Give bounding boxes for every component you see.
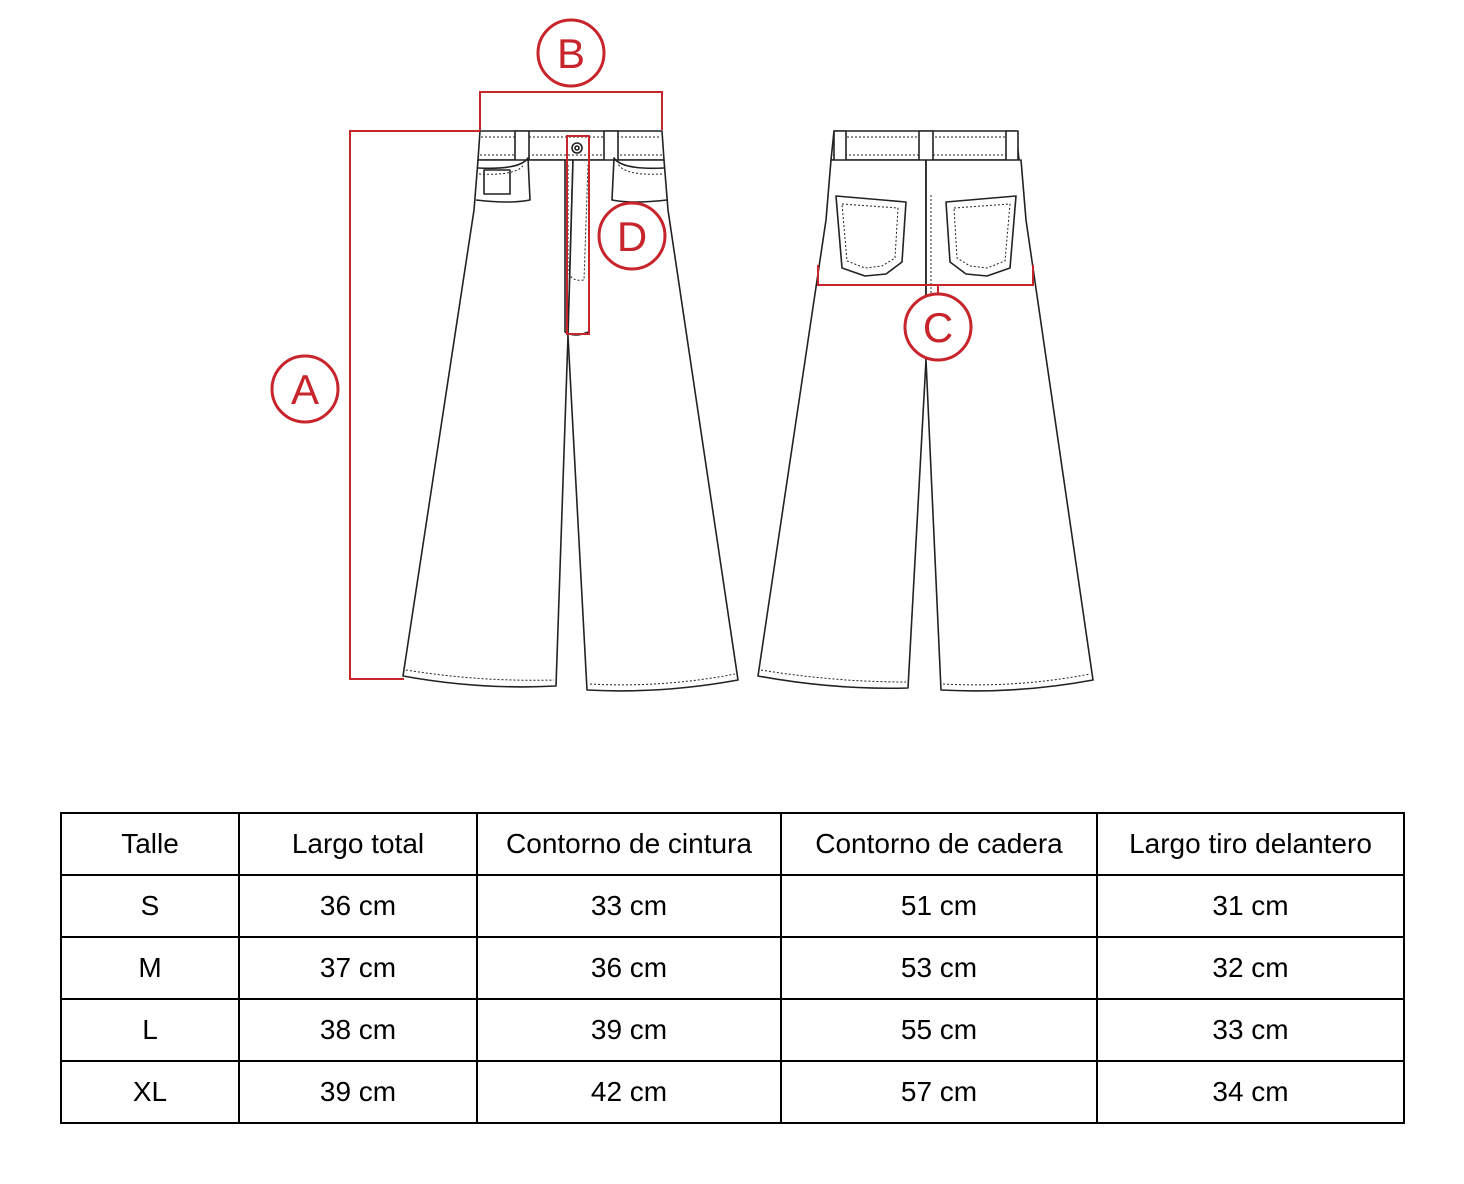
cell-hip: 53 cm (781, 937, 1097, 999)
header-hip: Contorno de cadera (781, 813, 1097, 875)
badge-c (905, 294, 971, 360)
back-pants-drawing (758, 131, 1093, 691)
cell-front-rise: 33 cm (1097, 999, 1404, 1061)
cell-size: XL (61, 1061, 239, 1123)
cell-hip: 57 cm (781, 1061, 1097, 1123)
table-header-row (61, 813, 1404, 875)
cell-waist: 39 cm (477, 999, 781, 1061)
cell-size: S (61, 875, 239, 937)
badge-a (272, 356, 338, 422)
front-pants-drawing (403, 131, 738, 691)
cell-hip: 51 cm (781, 875, 1097, 937)
badge-b-label: B (556, 30, 586, 77)
size-chart-table (60, 812, 1405, 1124)
cell-waist: 33 cm (477, 875, 781, 937)
badge-d (599, 203, 665, 269)
badge-a-label: A (290, 366, 320, 413)
badge-c-label: C (922, 304, 954, 351)
cell-front-rise: 31 cm (1097, 875, 1404, 937)
header-total-length: Largo total (239, 813, 477, 875)
cell-hip: 55 cm (781, 999, 1097, 1061)
cell-total-length: 36 cm (239, 875, 477, 937)
header-waist: Contorno de cintura (477, 813, 781, 875)
back-pocket-right (946, 196, 1016, 276)
front-left-leg (403, 160, 573, 687)
header-front-rise: Largo tiro delantero (1097, 813, 1404, 875)
badge-b (538, 20, 604, 86)
table-row (61, 875, 1404, 937)
cell-front-rise: 34 cm (1097, 1061, 1404, 1123)
cell-front-rise: 32 cm (1097, 937, 1404, 999)
badge-d-label: D (616, 213, 648, 260)
header-size: Talle (61, 813, 239, 875)
cell-total-length: 38 cm (239, 999, 477, 1061)
cell-waist: 42 cm (477, 1061, 781, 1123)
cell-total-length: 37 cm (239, 937, 477, 999)
button-icon (572, 143, 582, 153)
cell-total-length: 39 cm (239, 1061, 477, 1123)
table-row (61, 937, 1404, 999)
cell-waist: 36 cm (477, 937, 781, 999)
table-row (61, 1061, 1404, 1123)
table-row (61, 999, 1404, 1061)
cell-size: M (61, 937, 239, 999)
measure-line-b (480, 92, 662, 130)
cell-size: L (61, 999, 239, 1061)
